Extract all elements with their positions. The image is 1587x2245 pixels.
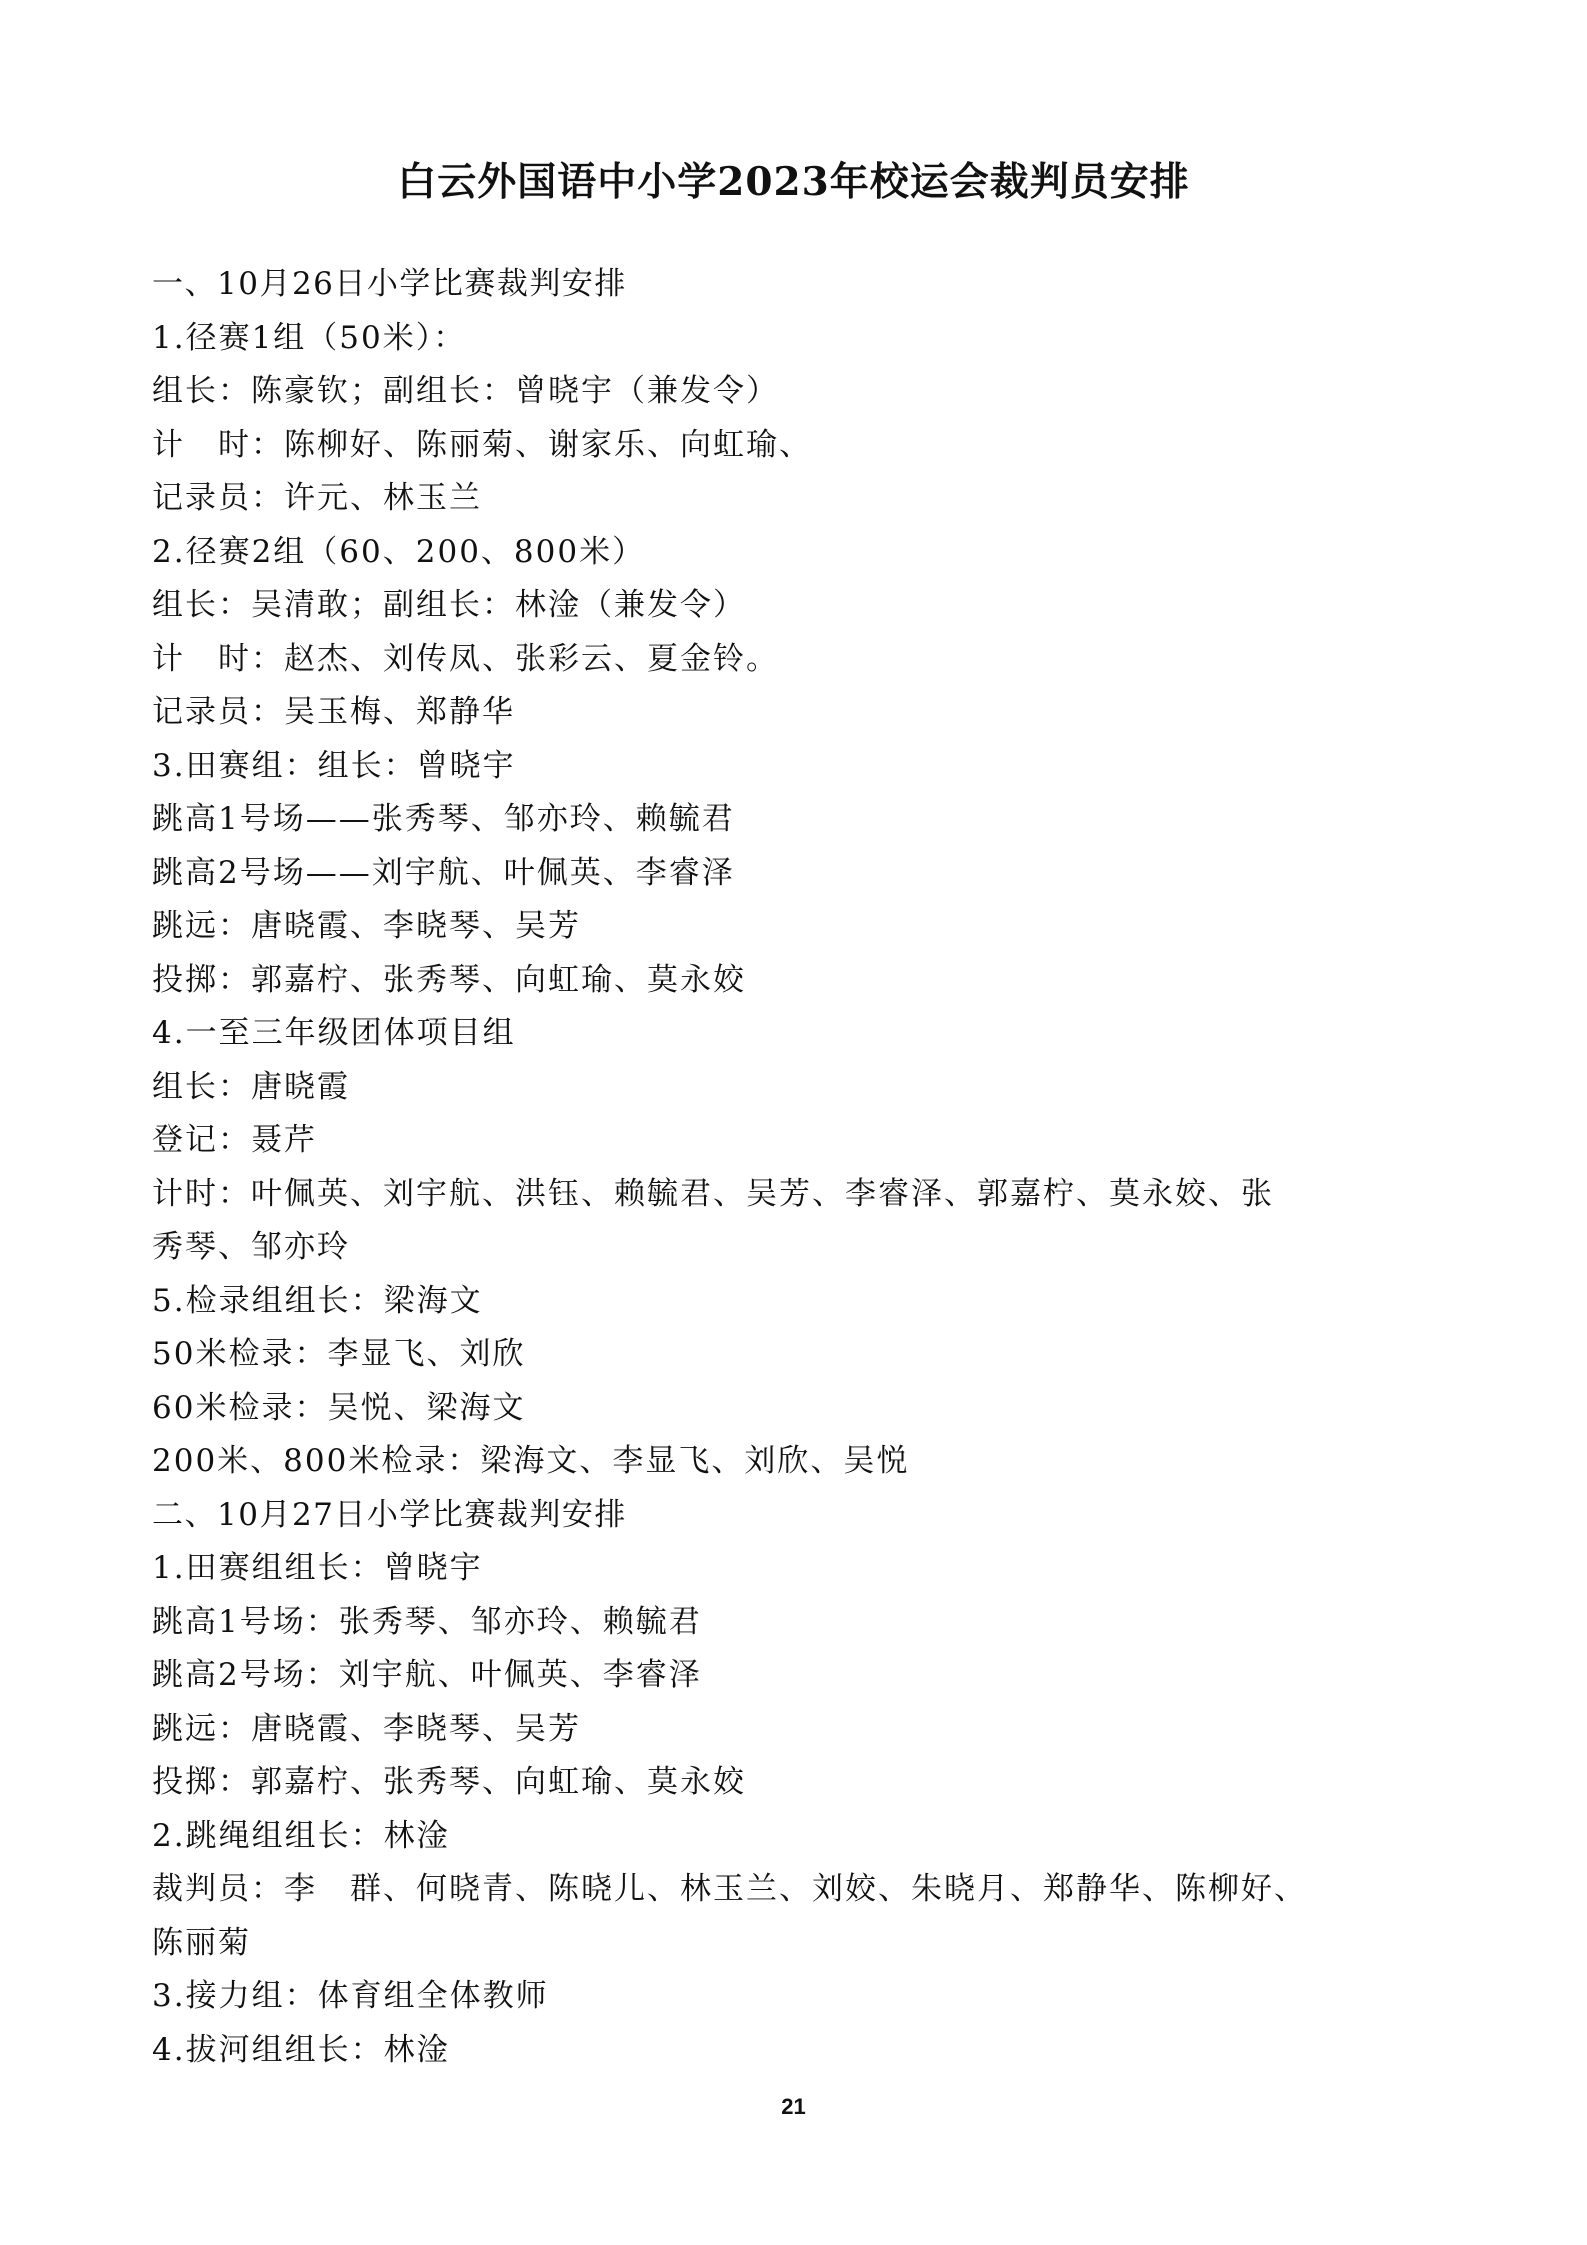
- paragraph-line: 跳高1号场：张秀琴、邹亦玲、赖毓君: [152, 1603, 702, 1640]
- paragraph-line: 记录员：许元、林玉兰: [152, 480, 482, 516]
- paragraph-line: 5.检录组组长：梁海文: [152, 1282, 483, 1319]
- paragraph-line: 跳远：唐晓霞、李晓琴、吴芳: [152, 908, 581, 944]
- section-heading-oct-27: 二、10月27日小学比赛裁判安排: [152, 1496, 627, 1533]
- paragraph-line: 跳远：唐晓霞、李晓琴、吴芳: [152, 1710, 581, 1747]
- paragraph-line: 跳高2号场——刘宇航、叶佩英、李睿泽: [152, 854, 735, 891]
- paragraph-line: 1.田赛组组长：曾晓宇: [152, 1550, 483, 1586]
- paragraph-line: 登记：聂芹: [152, 1122, 317, 1158]
- paragraph-line: 跳高1号场——张秀琴、邹亦玲、赖毓君: [152, 801, 735, 837]
- page-number: 21: [781, 2094, 806, 2119]
- paragraph-line: 2.径赛2组（60、200、800米）: [152, 533, 646, 570]
- document-title: 白云外国语中小学2023年校运会裁判员安排: [397, 159, 1190, 205]
- paragraph-line: 计时：叶佩英、刘宇航、洪钰、赖毓君、吴芳、李睿泽、郭嘉柠、莫永姣、张: [152, 1175, 1274, 1212]
- paragraph-line: 记录员：吴玉梅、郑静华: [152, 694, 515, 730]
- section-heading-oct-26: 一、10月26日小学比赛裁判安排: [152, 266, 627, 302]
- document-body: [152, 258, 1452, 2077]
- paragraph-line: 2.跳绳组组长：林淦: [152, 1817, 450, 1854]
- paragraph-line: 跳高2号场：刘宇航、叶佩英、李睿泽: [152, 1657, 702, 1693]
- paragraph-line: 陈丽菊: [152, 1924, 251, 1961]
- paragraph-line: 计 时：陈柳好、陈丽菊、谢家乐、向虹瑜、: [152, 426, 812, 463]
- paragraph-line: 3.接力组：体育组全体教师: [152, 1978, 549, 2014]
- paragraph-line: 4.拔河组组长：林淦: [152, 2031, 450, 2068]
- paragraph-line: 投掷：郭嘉柠、张秀琴、向虹瑜、莫永姣: [152, 961, 746, 998]
- paragraph-line: 计 时：赵杰、刘传凤、张彩云、夏金铃。: [152, 640, 779, 677]
- paragraph-line: 秀琴、邹亦玲: [152, 1229, 350, 1265]
- paragraph-line: 4.一至三年级团体项目组: [152, 1015, 516, 1051]
- paragraph-line: 50米检录：李显飞、刘欣: [152, 1336, 526, 1372]
- paragraph-line: 1.径赛1组（50米）：: [152, 319, 467, 356]
- paragraph-line: 投掷：郭嘉柠、张秀琴、向虹瑜、莫永姣: [152, 1764, 746, 1800]
- paragraph-line: 组长：吴清敢；副组长：林淦（兼发令）: [152, 587, 746, 623]
- paragraph-line: 200米、800米检录：梁海文、李显飞、刘欣、吴悦: [152, 1443, 910, 1479]
- paragraph-line: 组长：陈豪钦；副组长：曾晓宇（兼发令）: [152, 373, 779, 409]
- paragraph-line: 裁判员：李 群、何晓青、陈晓儿、林玉兰、刘姣、朱晓月、郑静华、陈柳好、: [152, 1871, 1307, 1907]
- paragraph-line: 60米检录：吴悦、梁海文: [152, 1389, 526, 1426]
- paragraph-line: 3.田赛组：组长：曾晓宇: [152, 747, 516, 784]
- paragraph-line: 组长：唐晓霞: [152, 1068, 350, 1105]
